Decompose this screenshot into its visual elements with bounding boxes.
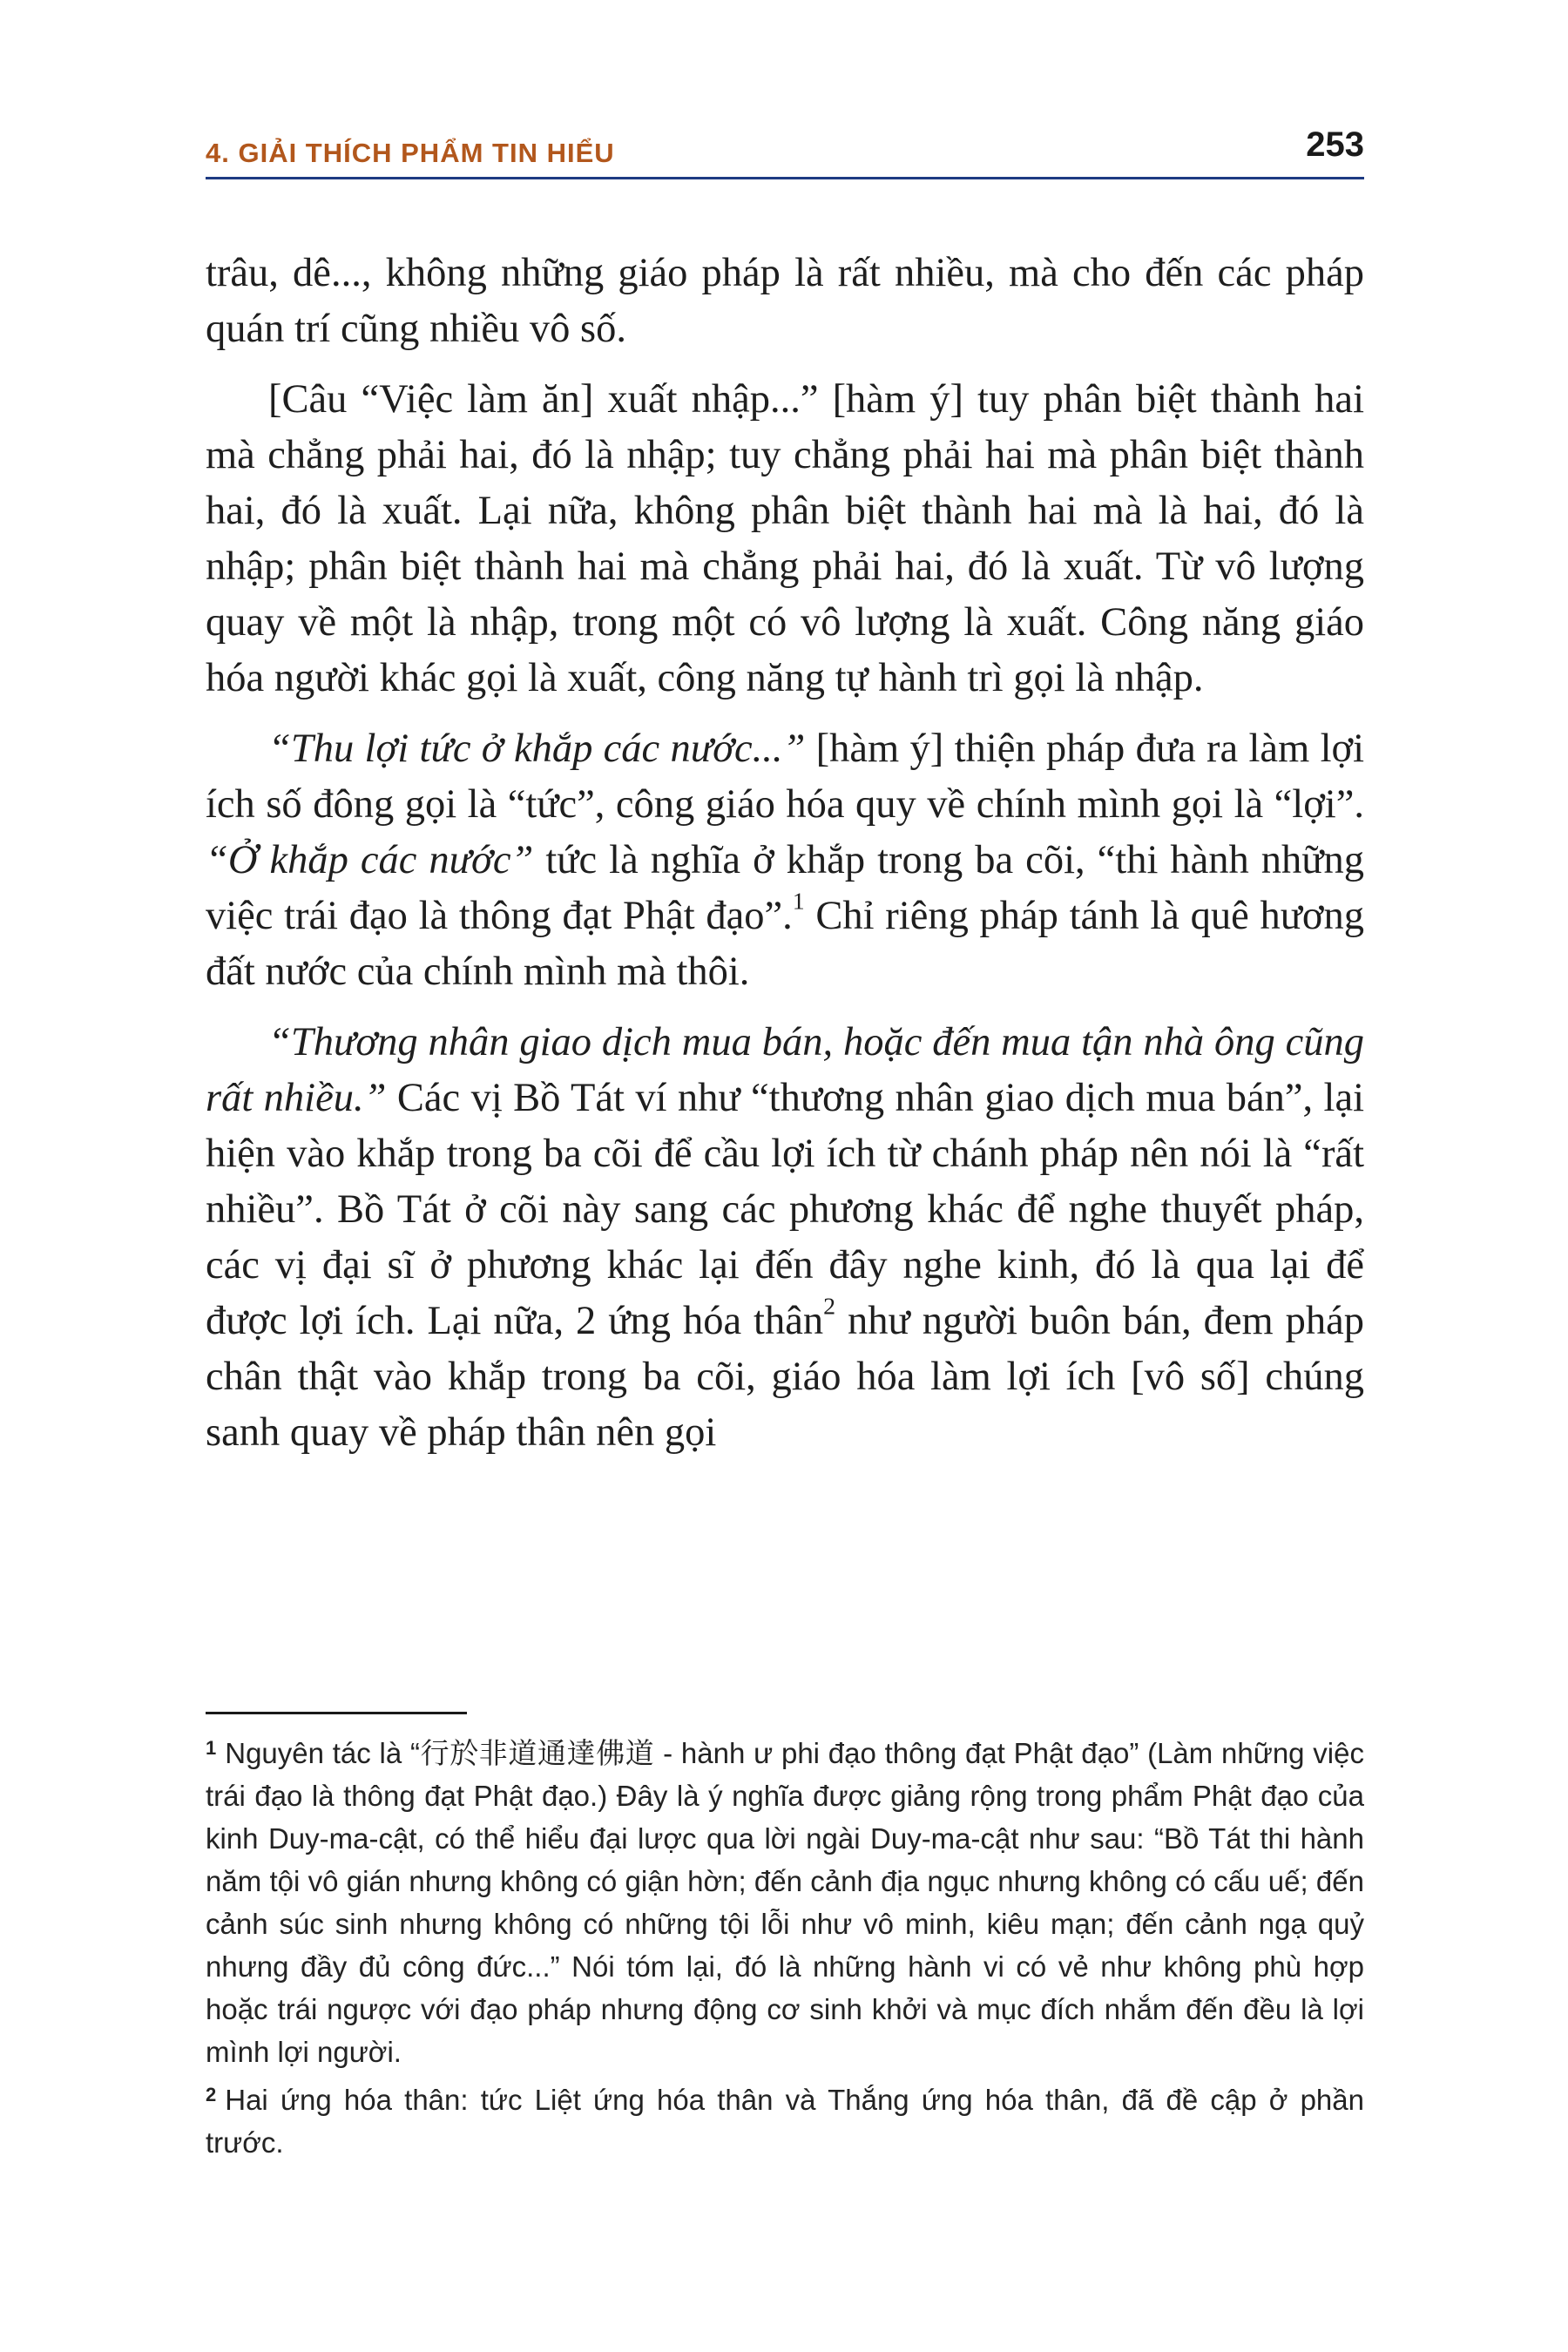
footnote-ref-1[interactable]: 1 bbox=[792, 888, 805, 916]
footnote-2 bbox=[206, 2073, 1364, 2164]
page-number: 253 bbox=[1306, 125, 1364, 164]
quote-italic: “Ở khắp các nước” bbox=[206, 838, 534, 882]
paragraph-text: Các vị Bồ Tát ví như “thương nhân giao dịch mua bán”, lại hiện vào khắp trong ba cõi để cầu lợi ích từ chánh pháp nên nói là “rất nhiều”. Bồ Tát ở cõi này sang các phương khác để nghe thuyết pháp, các vị đại sĩ ở phương khác lại đến đây nghe kinh, đó là qua lại để được lợi ích. Lại nữa, 2 ứng hóa thân bbox=[206, 1076, 1365, 1343]
paragraph-text: tức là nghĩa ở khắp trong ba cõi, “thi hành những việc trái đạo là thông đạt Phật đạo”. bbox=[206, 838, 1364, 938]
footnotes bbox=[206, 1727, 1364, 2164]
paragraph-1: trâu, dê..., không những giáo pháp là rất nhiều, mà cho đến các pháp quán trí cũng nhiều vô số. bbox=[206, 251, 1364, 351]
footnote-ref-2[interactable]: 2 bbox=[823, 1293, 836, 1321]
running-header bbox=[206, 122, 1364, 179]
footnote-text: Hai ứng hóa thân: tức Liệt ứng hóa thân và Thắng ứng hóa thân, đã đề cập ở phần trước. bbox=[206, 2084, 1364, 2159]
paragraph-text: như người buôn bán, đem pháp chân thật vào khắp trong ba cõi, giáo hóa làm lợi ích [vô số] chúng sanh quay về pháp thân nên gọi bbox=[206, 1299, 1365, 1455]
chapter-title: 4. GIẢI THÍCH PHẨM TIN HIỂU bbox=[206, 138, 615, 168]
footnote-text: Nguyên tác là “行於非道通達佛道 - hành ư phi đạo thông đạt Phật đạo” (Làm những việc trái đạo là thông đạt Phật đạo.) Đây là ý nghĩa được giảng rộng trong phẩm Phật đạo của kinh Duy-ma-cật, có thể hiểu đại lược qua lời ngài Duy-ma-cật như sau: “Bồ Tát thi hành năm tội vô gián nhưng không có giận hờn; đến cảnh địa ngục nhưng không có cấu uế; đến cảnh súc sinh nhưng không có những tội lỗi như vô minh, kiêu mạn; đến cảnh ngạ quỷ nhưng đầy đủ công đức...” Nói tóm lại, đó là những hành vi có vẻ như không phù hợp hoặc trái ngược với đạo pháp nhưng động cơ sinh khởi và mục đích nhắm đến đều là lợi mình lợi người. bbox=[206, 1737, 1364, 2068]
footnote-rule bbox=[206, 1712, 467, 1714]
paragraph-3 bbox=[206, 721, 1364, 1000]
footnote-1 bbox=[206, 1727, 1364, 2073]
quote-italic: “Thương nhân giao dịch mua bán, hoặc đến mua tận nhà ông cũng rất nhiều.” bbox=[206, 1020, 1364, 1120]
body-text bbox=[206, 246, 1364, 1461]
footnote-mark: 2 bbox=[206, 2084, 217, 2105]
footnote-mark: 1 bbox=[206, 1737, 217, 1759]
paragraph-text: Chỉ riêng pháp tánh là quê hương đất nước của chính mình mà thôi. bbox=[206, 894, 1364, 994]
paragraph-text: [hàm ý] thiện pháp đưa ra làm lợi ích số đông gọi là “tức”, công giáo hóa quy về chính mình gọi là “lợi”. bbox=[206, 727, 1364, 827]
quote-italic: “Thu lợi tức ở khắp các nước...” bbox=[268, 727, 806, 771]
paragraph-4 bbox=[206, 1015, 1364, 1461]
header-rule bbox=[206, 177, 1364, 179]
paragraph-2: [Câu “Việc làm ăn] xuất nhập...” [hàm ý] tuy phân biệt thành hai mà chẳng phải hai, đó là nhập; tuy chẳng phải hai mà phân biệt thành hai, đó là xuất. Lại nữa, không phân biệt thành hai mà là hai, đó là nhập; phân biệt thành hai mà chẳng phải hai, đó là xuất. Từ vô lượng quay về một là nhập, trong một có vô lượng là xuất. Công năng giáo hóa người khác gọi là xuất, công năng tự hành trì gọi là nhập. bbox=[206, 377, 1364, 700]
